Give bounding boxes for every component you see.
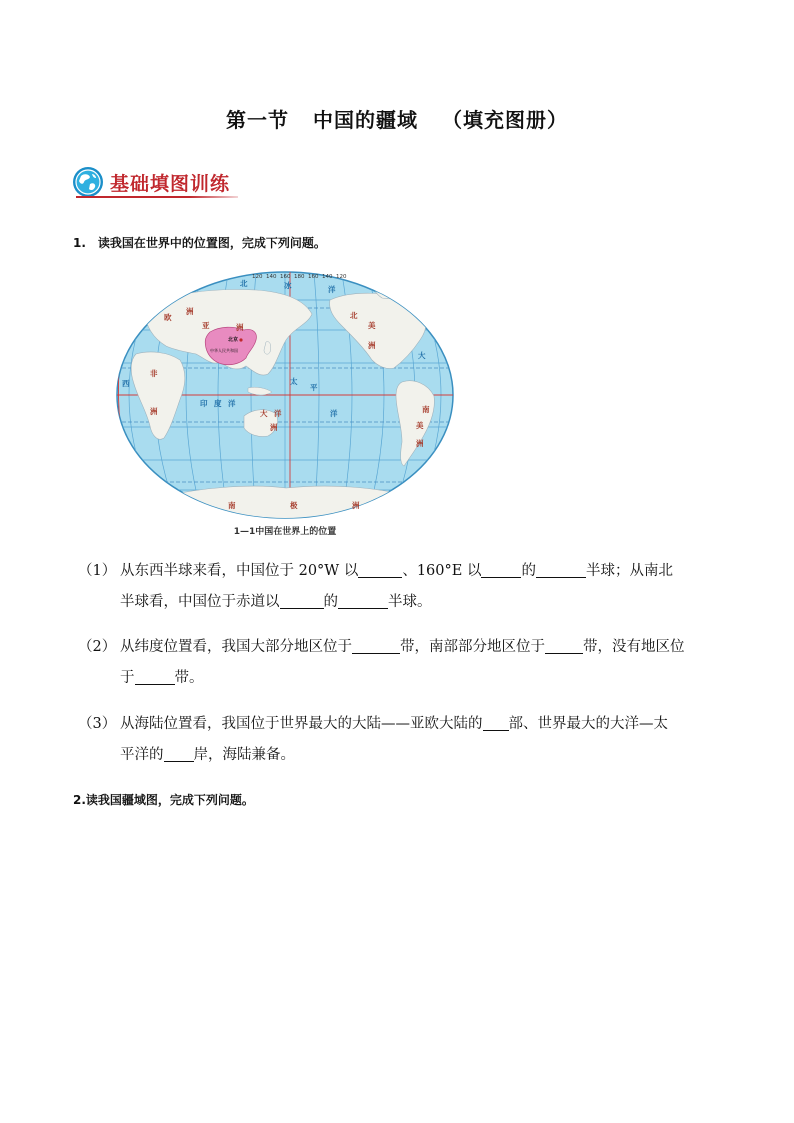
map-label: 洲 bbox=[270, 423, 278, 432]
title-part1: 第一节 bbox=[226, 108, 289, 132]
map-label-beijing: 北京 bbox=[228, 337, 239, 343]
subquestion-1-number: （1） bbox=[78, 563, 117, 579]
map-label: 洲 bbox=[150, 407, 158, 416]
map-label: 洋 bbox=[274, 409, 282, 418]
sub1-text-b: 、160°E 以 bbox=[402, 563, 482, 579]
map-label: 印 bbox=[200, 399, 208, 408]
answer-blank[interactable] bbox=[135, 670, 175, 686]
sub2-text-c: 带，没有地区位 bbox=[583, 639, 685, 655]
map-label: 美 bbox=[368, 321, 376, 330]
lon-label-4: 180 bbox=[294, 274, 305, 280]
map-label: 南 bbox=[228, 501, 236, 510]
sub2-text-a: 从纬度位置看，我国大部分地区位于 bbox=[120, 639, 352, 655]
map-label: 洲 bbox=[352, 501, 360, 510]
answer-blank[interactable] bbox=[164, 747, 194, 763]
map-label-china: 中华人民共和国 bbox=[210, 348, 238, 353]
sub3-text-a: 从海陆位置看，我国位于世界最大的大陆——亚欧大陆的 bbox=[120, 716, 483, 732]
map-label: 亚 bbox=[202, 321, 210, 330]
subquestion-3 bbox=[78, 709, 728, 771]
map-label: 冰 bbox=[284, 281, 292, 290]
question-1-text: 读我国在世界中的位置图，完成下列问题。 bbox=[97, 236, 326, 250]
map-label: 极 bbox=[290, 501, 298, 510]
section-header bbox=[72, 164, 230, 200]
section-label: 基础填图训练 bbox=[110, 172, 231, 195]
subquestion-2-number: （2） bbox=[78, 639, 117, 655]
map-label: 太 bbox=[290, 377, 298, 386]
map-label: 洲 bbox=[186, 307, 194, 316]
map-label: 非 bbox=[150, 369, 158, 378]
lon-label-5: 160 bbox=[308, 274, 319, 280]
sub1-text-g: 半球。 bbox=[388, 594, 432, 610]
question-1 bbox=[73, 234, 326, 251]
sub3-text-d: 岸，海陆兼备。 bbox=[193, 747, 295, 763]
sub3-text-b: 部、世界最大的大洋—太 bbox=[508, 716, 668, 732]
page-title bbox=[0, 104, 794, 133]
subquestion-2 bbox=[78, 632, 728, 694]
answer-blank[interactable] bbox=[280, 594, 324, 610]
map-label: 北 bbox=[240, 279, 248, 288]
map-label: 大 bbox=[260, 409, 268, 418]
lon-label-7: 120 bbox=[336, 274, 347, 280]
lon-label-1: 120 bbox=[252, 274, 263, 280]
map-label: 洲 bbox=[416, 439, 424, 448]
answer-blank[interactable] bbox=[536, 563, 586, 579]
lon-label-2: 140 bbox=[266, 274, 277, 280]
answer-blank[interactable] bbox=[352, 639, 400, 655]
subquestion-3-number: （3） bbox=[78, 716, 117, 732]
title-part2: 中国的疆域 bbox=[313, 108, 418, 132]
subquestion-1 bbox=[78, 556, 728, 618]
title-part3: （填充图册） bbox=[442, 108, 568, 132]
answer-blank[interactable] bbox=[481, 563, 521, 579]
answer-blank[interactable] bbox=[483, 716, 509, 732]
answer-blank[interactable] bbox=[358, 563, 402, 579]
map-label: 欧 bbox=[164, 313, 172, 322]
sub2-text-b: 带，南部部分地区位于 bbox=[400, 639, 545, 655]
world-map bbox=[116, 270, 454, 520]
lon-label-6: 140 bbox=[322, 274, 333, 280]
map-label: 洲 bbox=[368, 341, 376, 350]
sub1-text-d: 半球；从南北 bbox=[585, 563, 673, 579]
map-label: 洲 bbox=[236, 323, 244, 332]
question-1-number: 1. bbox=[73, 236, 86, 250]
sub1-text-a: 从东西半球来看，中国位于 20°W 以 bbox=[120, 563, 359, 579]
map-label: 平 bbox=[310, 383, 318, 392]
map-label: 西 bbox=[122, 379, 130, 388]
map-label: 度 bbox=[214, 399, 222, 408]
sub1-text-c: 的 bbox=[521, 563, 536, 579]
sub3-text-c: 平洋的 bbox=[120, 747, 164, 763]
map-label: 美 bbox=[416, 421, 424, 430]
answer-blank[interactable] bbox=[338, 594, 388, 610]
map-label: 南 bbox=[422, 405, 430, 414]
map-label: 洋 bbox=[228, 399, 236, 408]
sub2-text-d: 于 bbox=[120, 670, 135, 686]
lon-label-3: 160 bbox=[280, 274, 291, 280]
map-label: 北 bbox=[350, 311, 358, 320]
map-label: 洋 bbox=[330, 409, 338, 418]
globe-icon bbox=[72, 166, 104, 198]
map-caption: 1—1中国在世界上的位置 bbox=[233, 527, 337, 537]
map-label: 大 bbox=[418, 351, 426, 360]
sub1-text-e: 半球看，中国位于赤道以 bbox=[120, 594, 280, 610]
sub2-text-e: 带。 bbox=[174, 670, 204, 686]
question-2: 2.读我国疆域图，完成下列问题。 bbox=[73, 793, 254, 807]
answer-blank[interactable] bbox=[545, 639, 583, 655]
section-underline bbox=[76, 196, 238, 198]
sub1-text-f: 的 bbox=[323, 594, 338, 610]
map-label: 洋 bbox=[328, 285, 336, 294]
